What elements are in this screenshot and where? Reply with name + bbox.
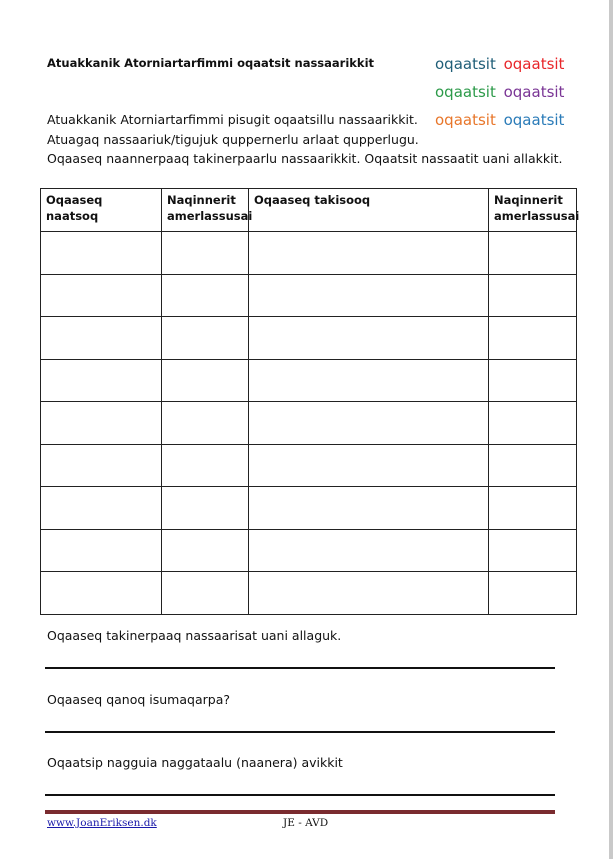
answer-line[interactable] bbox=[45, 794, 555, 796]
long-count-cell[interactable] bbox=[489, 274, 577, 317]
short-count-cell[interactable] bbox=[162, 402, 249, 445]
short-word-cell[interactable] bbox=[41, 444, 162, 487]
short-count-cell[interactable] bbox=[162, 487, 249, 530]
badge-word: oqaatsit bbox=[435, 83, 496, 101]
short-count-cell[interactable] bbox=[162, 529, 249, 572]
table-row bbox=[41, 274, 577, 317]
badge-row bbox=[435, 50, 567, 78]
answer-line[interactable] bbox=[45, 731, 555, 733]
badge-word: oqaatsit bbox=[503, 83, 565, 101]
short-word-cell[interactable] bbox=[41, 402, 162, 445]
short-count-cell[interactable] bbox=[162, 359, 249, 402]
instructions bbox=[47, 110, 562, 169]
table-row bbox=[41, 529, 577, 572]
table-row bbox=[41, 572, 577, 615]
header-letter-count: Naqinnerit amerlassusai bbox=[162, 189, 249, 232]
long-word-cell[interactable] bbox=[249, 274, 489, 317]
table-row bbox=[41, 317, 577, 360]
long-word-cell[interactable] bbox=[249, 359, 489, 402]
long-count-cell[interactable] bbox=[489, 232, 577, 275]
long-count-cell[interactable] bbox=[489, 444, 577, 487]
long-count-cell[interactable] bbox=[489, 402, 577, 445]
answer-line[interactable] bbox=[45, 667, 555, 669]
long-word-cell[interactable] bbox=[249, 317, 489, 360]
badge-row bbox=[435, 78, 567, 106]
short-word-cell[interactable] bbox=[41, 274, 162, 317]
short-count-cell[interactable] bbox=[162, 232, 249, 275]
short-word-cell[interactable] bbox=[41, 359, 162, 402]
word-table bbox=[40, 188, 580, 615]
short-word-cell[interactable] bbox=[41, 529, 162, 572]
page-edge bbox=[609, 0, 613, 859]
short-word-cell[interactable] bbox=[41, 572, 162, 615]
table-row bbox=[41, 487, 577, 530]
page-title: Atuakkanik Atorniartarfimmi oqaatsit nassaarikkit bbox=[47, 56, 375, 70]
instruction-line: Atuakkanik Atorniartarfimmi pisugit oqaatsillu nassaarikkit. bbox=[47, 112, 418, 127]
footer-author: JE - AVD bbox=[283, 817, 329, 829]
long-word-cell[interactable] bbox=[249, 487, 489, 530]
long-word-cell[interactable] bbox=[249, 232, 489, 275]
long-word-cell[interactable] bbox=[249, 444, 489, 487]
badge-word: oqaatsit bbox=[503, 55, 565, 73]
footer-link[interactable]: www.JoanEriksen.dk bbox=[47, 817, 157, 829]
long-count-cell[interactable] bbox=[489, 487, 577, 530]
table-row bbox=[41, 402, 577, 445]
header-long-word: Oqaaseq takisooq bbox=[249, 189, 489, 232]
short-word-cell[interactable] bbox=[41, 487, 162, 530]
question-meaning: Oqaaseq qanoq isumaqarpa? bbox=[47, 692, 230, 707]
short-count-cell[interactable] bbox=[162, 317, 249, 360]
long-word-cell[interactable] bbox=[249, 572, 489, 615]
long-count-cell[interactable] bbox=[489, 359, 577, 402]
long-word-cell[interactable] bbox=[249, 529, 489, 572]
long-count-cell[interactable] bbox=[489, 317, 577, 360]
instruction-line: Atuagaq nassaariuk/tigujuk quppernerlu arlaat qupperlugu. bbox=[47, 131, 419, 147]
long-count-cell[interactable] bbox=[489, 529, 577, 572]
question-split-word: Oqaatsip nagguia naggataalu (naanera) avikkit bbox=[47, 755, 343, 770]
instruction-line: Oqaaseq naannerpaaq takinerpaarlu nassaarikkit. Oqaatsit nassaatit uani allakkit. bbox=[47, 151, 563, 166]
table-header-row bbox=[41, 189, 577, 232]
question-longest-word: Oqaaseq takinerpaaq nassaarisat uani allaguk. bbox=[47, 628, 342, 643]
short-word-cell[interactable] bbox=[41, 232, 162, 275]
short-count-cell[interactable] bbox=[162, 444, 249, 487]
short-word-cell[interactable] bbox=[41, 317, 162, 360]
header-letter-count: Naqinnerit amerlassusai bbox=[489, 189, 577, 232]
footer-divider bbox=[45, 810, 555, 814]
badge-word: oqaatsit bbox=[435, 55, 496, 73]
badge-word: oqaatsit bbox=[435, 111, 496, 129]
badge-word: oqaatsit bbox=[503, 111, 565, 129]
table-row bbox=[41, 444, 577, 487]
table-row bbox=[41, 359, 577, 402]
header-short-word: Oqaaseq naatsoq bbox=[41, 189, 162, 232]
long-word-cell[interactable] bbox=[249, 402, 489, 445]
short-count-cell[interactable] bbox=[162, 274, 249, 317]
table-row bbox=[41, 232, 577, 275]
short-count-cell[interactable] bbox=[162, 572, 249, 615]
long-count-cell[interactable] bbox=[489, 572, 577, 615]
